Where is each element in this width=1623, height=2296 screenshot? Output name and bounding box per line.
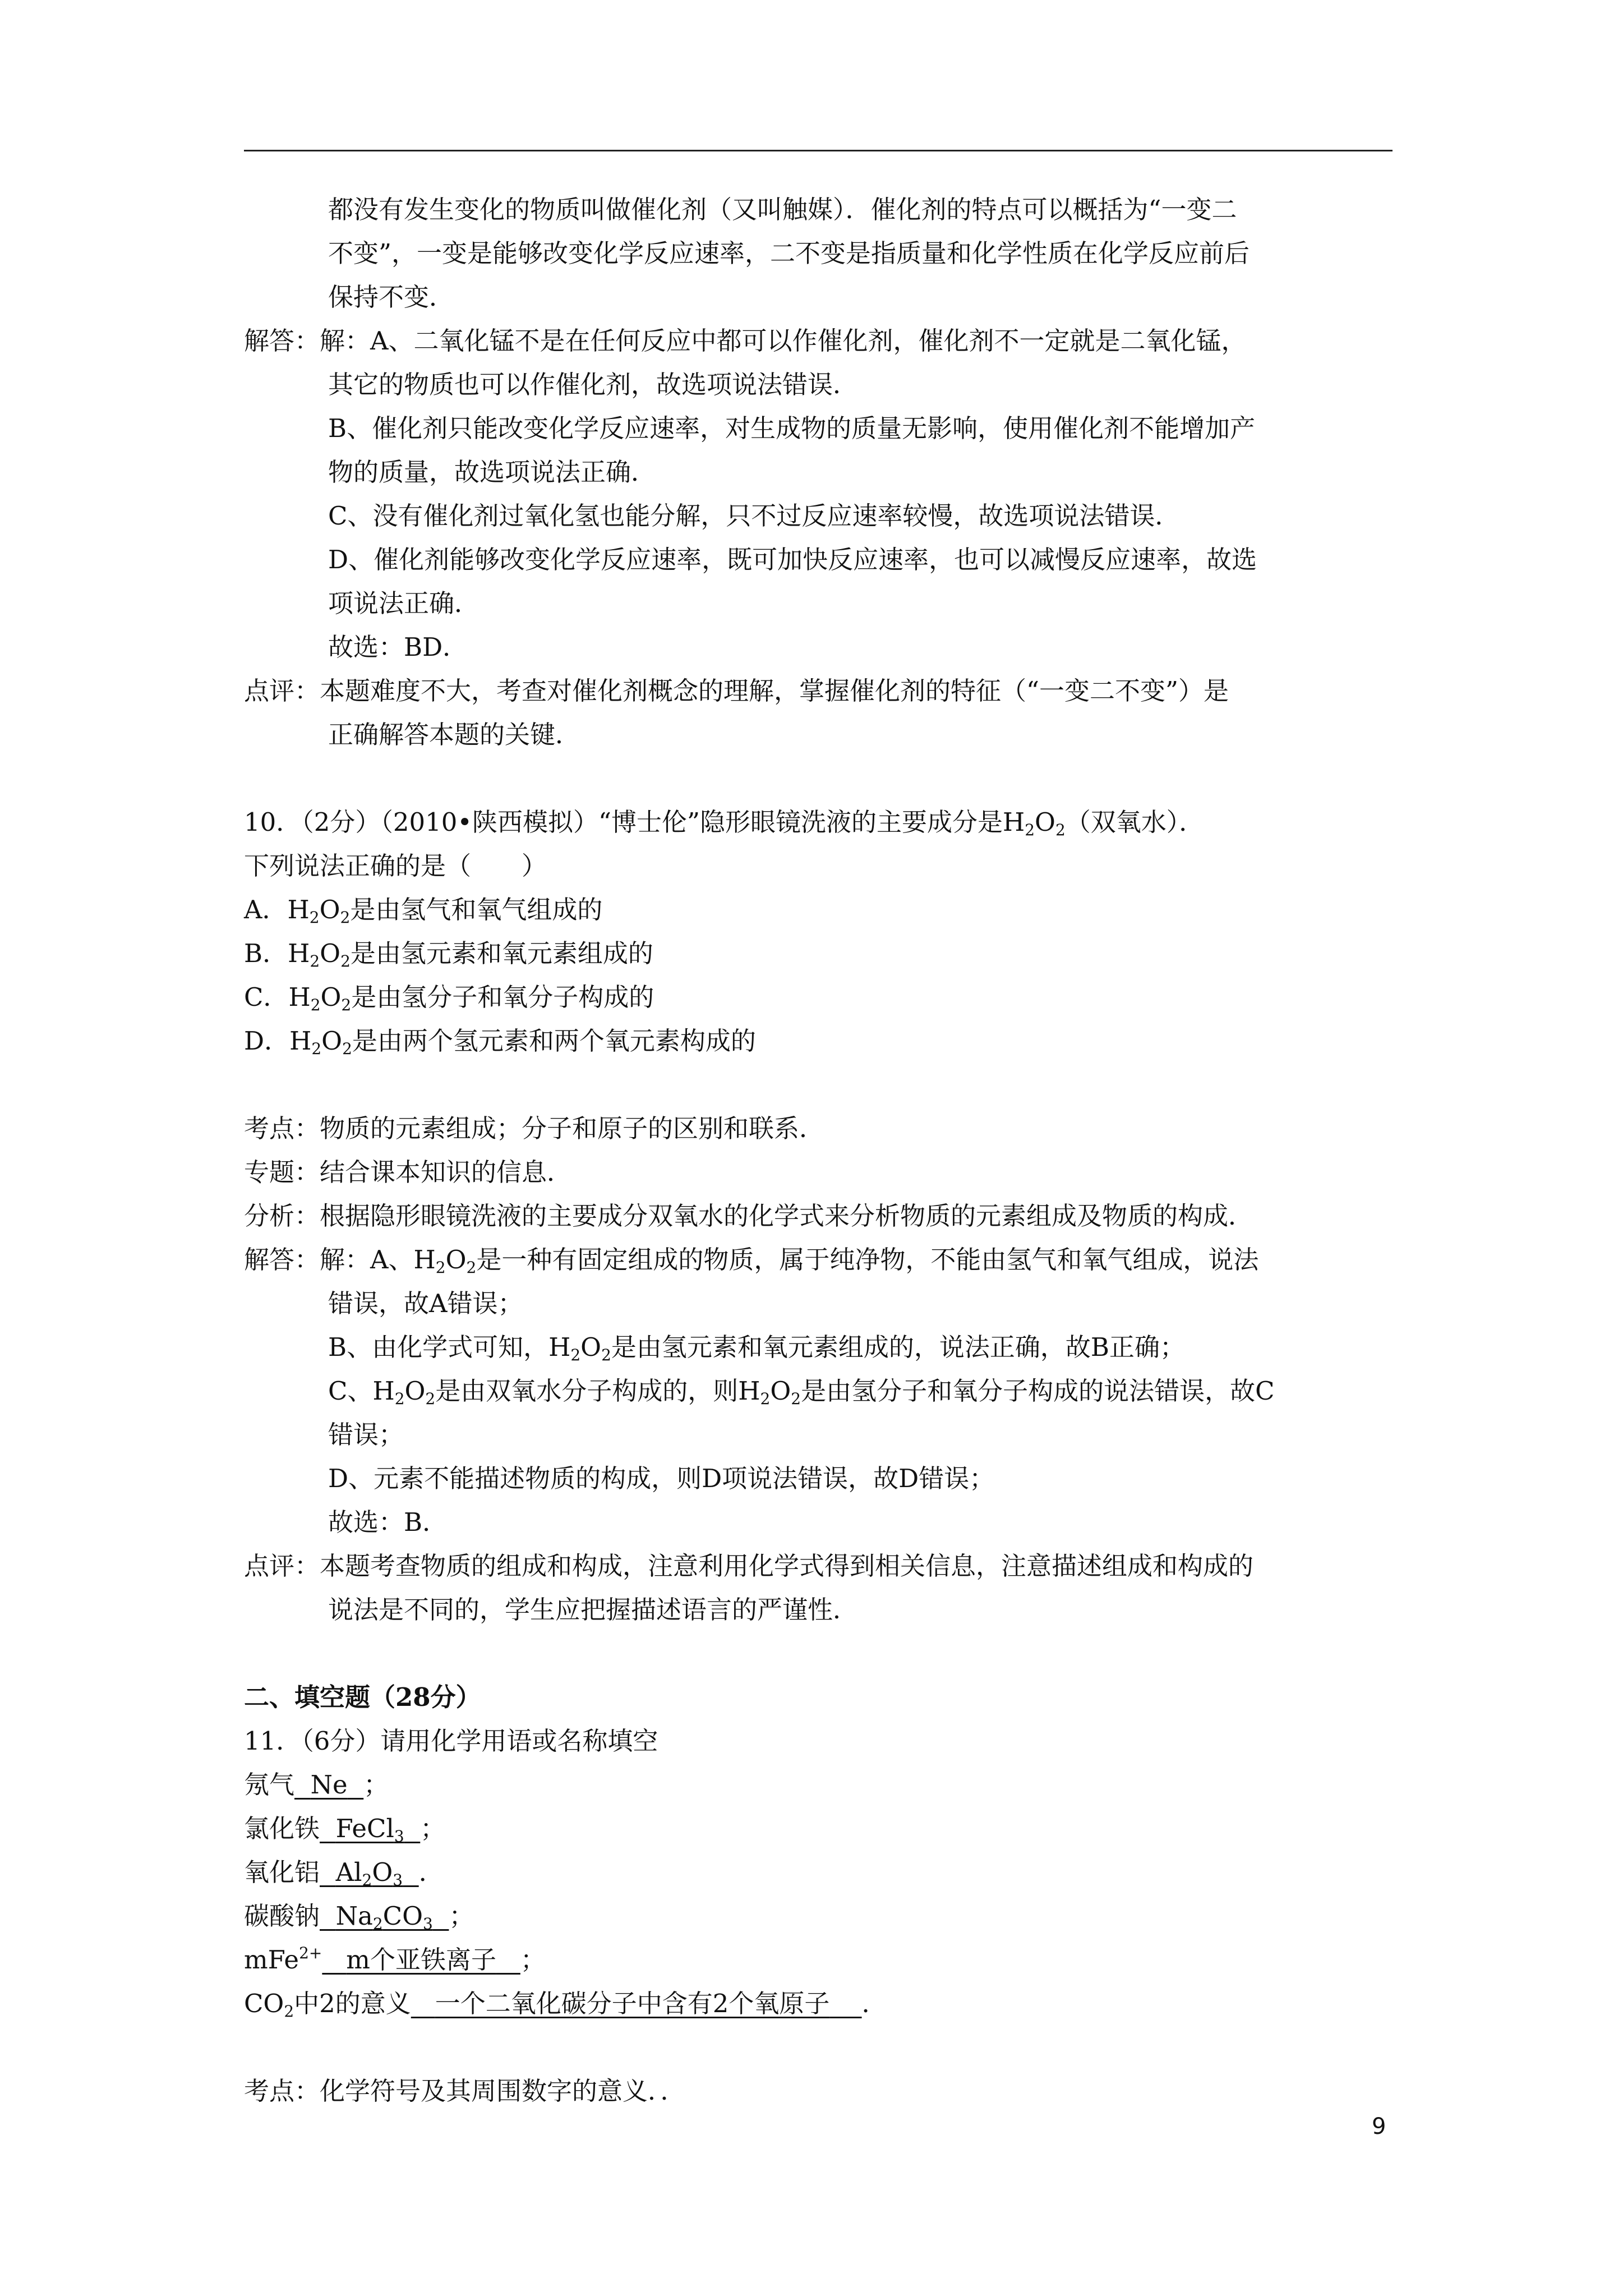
q10-kaodian: 考点：物质的元素组成；分子和原子的区别和联系． [244,1114,825,1143]
q10-answer-line-5: 错误； [328,1420,404,1450]
q10-option-b[interactable]: B．$H_2O_2$是由氢元素和氧元素组成的 [244,938,653,970]
q10-stem: 10．（2分）（2010•陕西模拟）“博士伦”隐形眼镜洗液的主要成分是$H_2O_2$（双氧水）． [244,807,1205,839]
q10-comment-line-1: 点评：本题考查物质的组成和构成，注意利用化学式得到相关信息，注意描述组成和构成的 [244,1551,1254,1581]
q11-neon: 氖气 Ne ； [244,1770,389,1800]
q10-fenxi: 分析：根据隐形眼镜洗液的主要成分双氧水的化学式来分析物质的元素组成及物质的构成． [244,1201,1254,1231]
q10-answer-line-2: 错误，故A错误； [328,1289,523,1318]
q10-comment-line-2: 说法是不同的，学生应把握描述语言的严谨性． [328,1595,859,1625]
q11-alumina: 氧化铝 $Al_2O_3$ ． [244,1857,444,1889]
q10-stem-line-2: 下列说法正确的是（ ） [244,851,547,881]
page-content [244,188,1396,2113]
q11-co2-meaning: $CO_2$中2的意义 一个二氧化碳分子中含有2个氧原子 ． [244,1989,887,2021]
intro-line-1: 都没有发生变化的物质叫做催化剂（又叫触媒）．催化剂的特点可以概括为“一变二 [328,195,1237,224]
q9-answer-line-4: 物的质量，故选项说法正确． [328,457,657,487]
q10-answer-line-3: B、由化学式可知，$H_2O_2$是由氢元素和氧元素组成的，说法正确，故B正确； [328,1332,1185,1364]
comment-label: 点评： [244,676,320,706]
q11-kaodian: 考点：化学符号及其周围数字的意义．． [244,2076,686,2106]
q9-answer-line-1: 解答：解：A、二氧化锰不是在任何反应中都可以作催化剂，催化剂不一定就是二氧化锰， [244,326,1247,356]
q9-comment-line-1: 点评：本题难度不大，考查对催化剂概念的理解，掌握催化剂的特征（“一变二不变”）是 [244,676,1229,706]
q10-answer-line-6: D、元素不能描述物质的构成，则D项说法错误，故D错误； [328,1464,995,1493]
q9-answer-line-6: D、催化剂能够改变化学反应速率，既可加快反应速率，也可以减慢反应速率，故选 [328,545,1257,574]
q9-comment-line-2: 正确解答本题的关键． [328,720,581,749]
q9-answer-line-5: C、没有催化剂过氧化氢也能分解，只不过反应速率较慢，故选项说法错误． [328,501,1181,531]
page-number: 9 [1372,2114,1386,2139]
q11-sodium-carbonate: 碳酸钠 $Na_2CO_3$ ； [244,1901,474,1933]
q11-ferrous-ion: mFe$^{2+}$ m个亚铁离子 ； [244,1944,546,1975]
section-heading: 二、填空题（28分） [244,1682,481,1712]
ferric-chloride-answer: FeCl$_3$ [335,1814,404,1846]
q10-answer-line-7: 故选：B． [328,1507,448,1537]
neon-answer: Ne [310,1770,348,1800]
alumina-answer: $Al_2O_3$ [335,1857,403,1889]
header-rule [244,150,1393,151]
q10-option-a[interactable]: A．$H_2O_2$是由氢气和氧气组成的 [244,895,603,927]
q10-answer-line-1: 解答：解：A、$H_2O_2$是一种有固定组成的物质，属于纯净物，不能由氢气和氧气组成，说法 [244,1245,1259,1277]
sodium-carbonate-answer: $Na_2CO_3$ [335,1901,433,1933]
intro-line-2: 不变”，一变是能够改变化学反应速率，二不变是指质量和化学性质在化学反应前后 [328,238,1250,268]
q9-answer-line-8: 故选：BD． [328,632,468,662]
intro-line-3: 保持不变． [328,282,455,312]
q10-option-d[interactable]: D．$H_2O_2$是由两个氢元素和两个氧元素构成的 [244,1026,756,1058]
q10-answer-line-4: C、$H_2O_2$是由双氧水分子构成的，则$H_2O_2$是由氢分子和氧分子构成的说法错误，故C [328,1376,1275,1408]
q9-answer-line-7: 项说法正确． [328,588,480,618]
q11-ferric-chloride: 氯化铁 FeCl$_3$ ； [244,1814,446,1846]
answer-label: 解答： [244,326,320,356]
q11-stem: 11．（6分）请用化学用语或名称填空 [244,1726,658,1756]
q9-answer-line-3: B、催化剂只能改变化学反应速率，对生成物的质量无影响，使用催化剂不能增加产 [328,413,1256,443]
q10-option-c[interactable]: C．$H_2O_2$是由氢分子和氧分子构成的 [244,982,654,1014]
co2-meaning-answer: 一个二氧化碳分子中含有2个氧原子 [435,1989,830,2018]
q9-answer-line-2: 其它的物质也可以作催化剂，故选项说法错误． [328,370,859,399]
ferrous-ion-answer: m个亚铁离子 [346,1945,496,1975]
q10-zhuanti: 专题：结合课本知识的信息． [244,1157,573,1187]
